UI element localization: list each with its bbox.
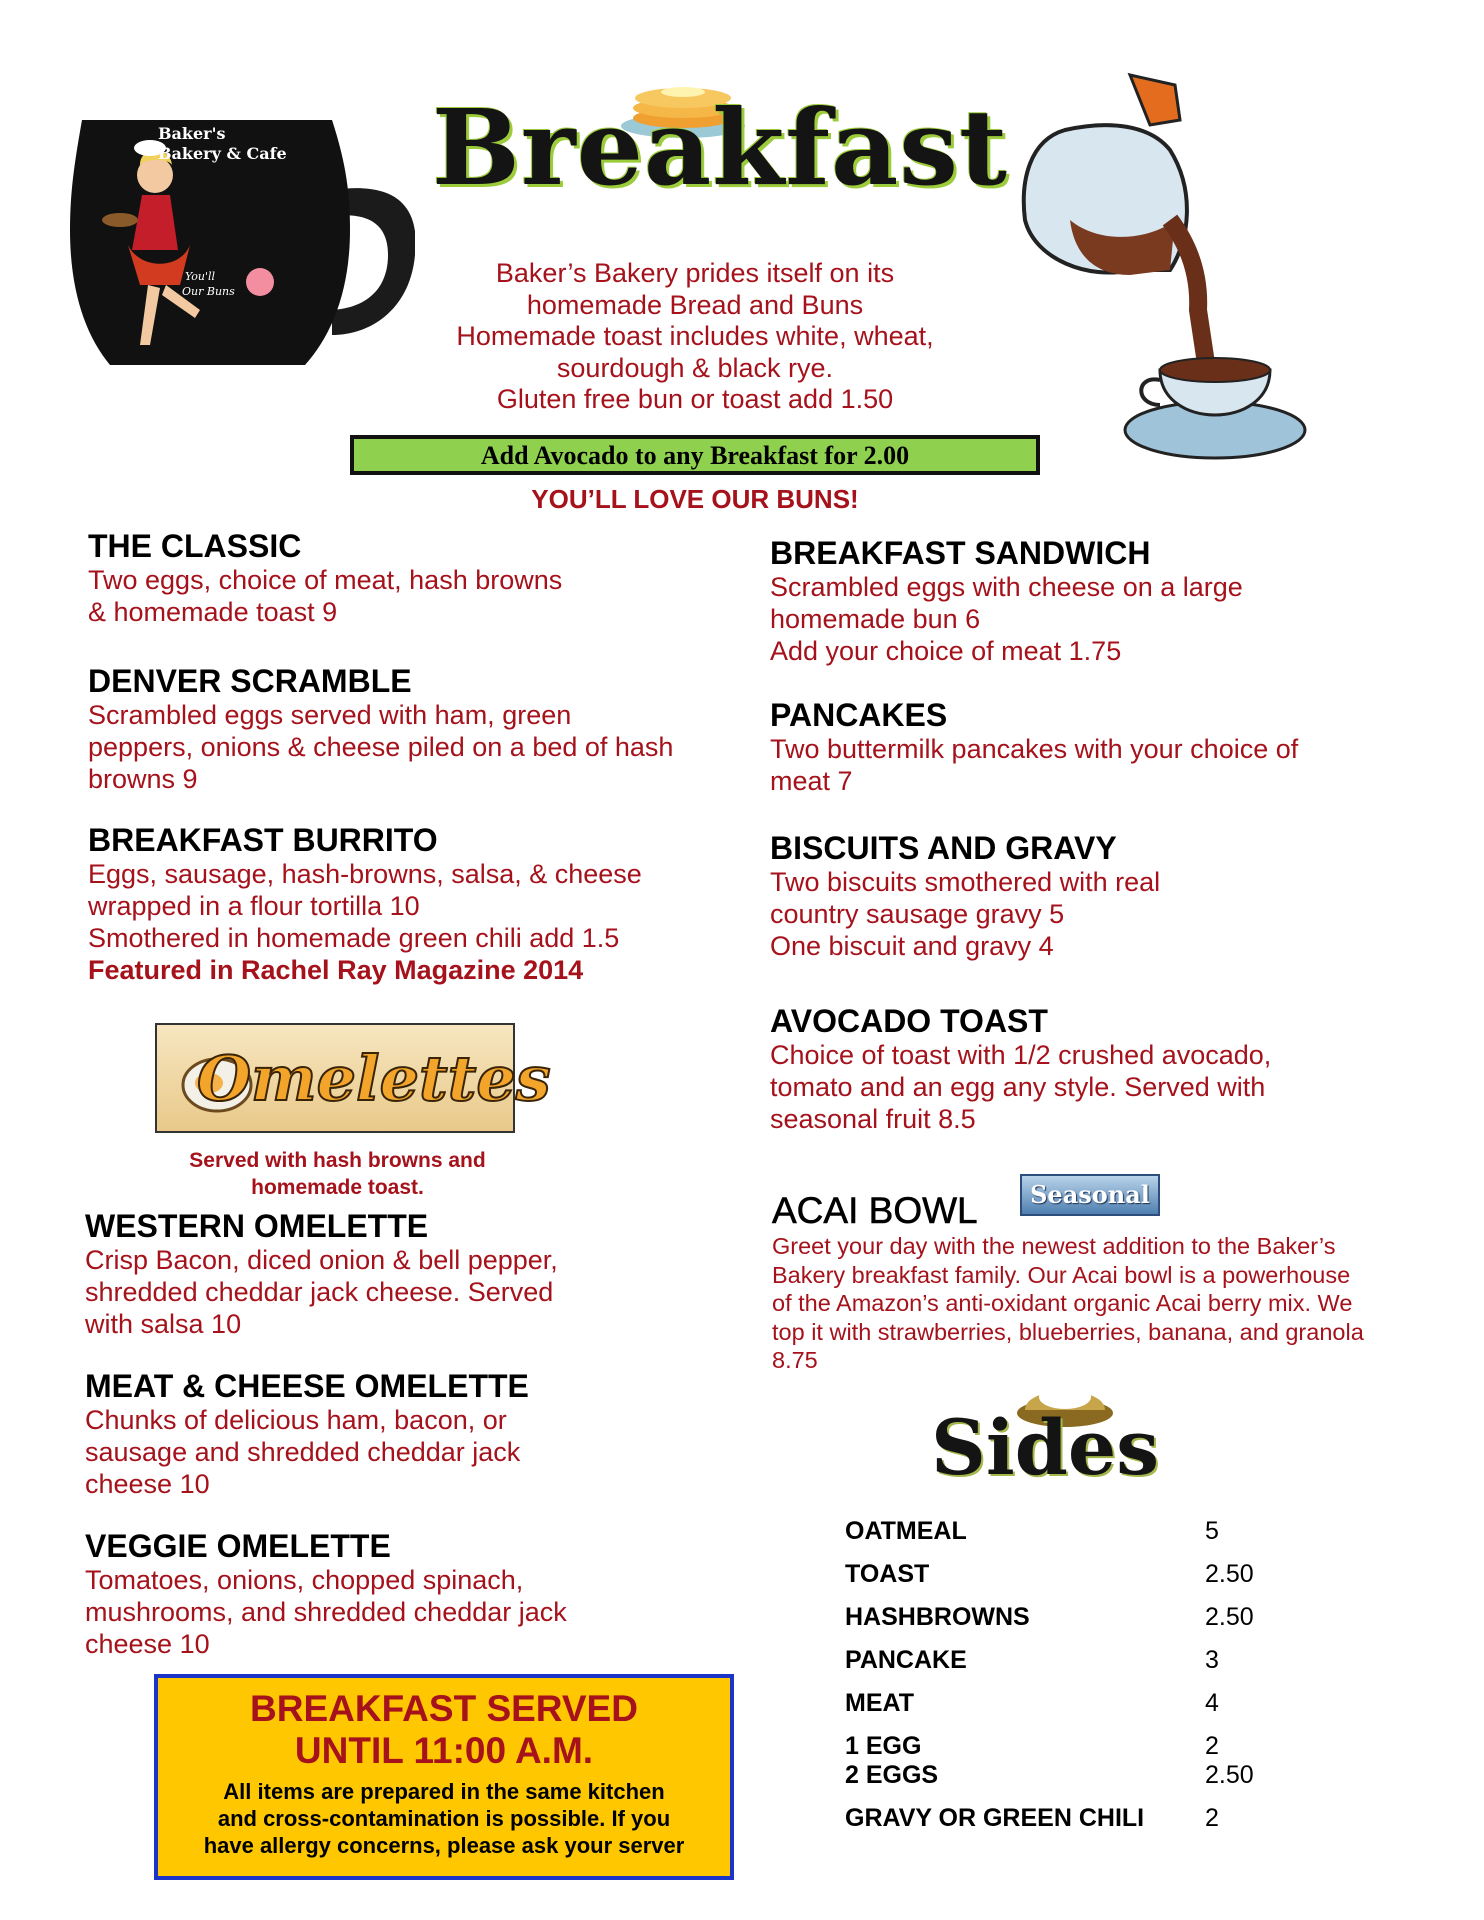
item-biscuits-gravy [770,830,1410,962]
item-desc-line: with salsa 10 [85,1309,242,1339]
page-title: Breakfast [432,86,1009,209]
side-name: MEAT [845,1689,914,1717]
item-desc-line: 8.75 [772,1347,818,1373]
item-desc-line: Two buttermilk pancakes with your choice of [770,734,1299,764]
item-desc-line: Smothered in homemade green chili add 1.5 [88,923,620,953]
omelettes-heading: Omelettes [197,1042,551,1115]
item-desc-line: Bakery breakfast family. Our Acai bowl is a powerhouse [772,1261,1351,1288]
logo-name-line1: Baker's [158,124,226,143]
sides-row [845,1517,1265,1546]
item-breakfast-sandwich [770,535,1410,667]
item-desc-line: Chunks of delicious ham, bacon, or [85,1405,507,1435]
sides-row [845,1646,1265,1675]
item-desc-line: Greet your day with the newest addition to the Baker’s [772,1233,1336,1259]
item-desc-line: & homemade toast 9 [88,597,338,627]
item-western-omelette [85,1208,725,1340]
avocado-banner-text: Add Avocado to any Breakfast for 2.00 [480,441,910,470]
sides-row [845,1603,1265,1632]
side-name: 2 EGGS [845,1761,939,1789]
item-title: BREAKFAST SANDWICH [770,535,1151,571]
featured-note: Featured in Rachel Ray Magazine 2014 [88,955,584,985]
item-desc-line: Eggs, sausage, hash-browns, salsa, & cheese [88,859,642,889]
item-meat-cheese-omelette [85,1368,725,1500]
side-name: OATMEAL [845,1517,967,1545]
sides-row [845,1689,1265,1718]
item-title: VEGGIE OMELETTE [85,1528,391,1564]
side-price: 2.50 [1205,1560,1254,1588]
item-acai-bowl [772,1190,1462,1375]
sides-row [845,1560,1265,1589]
item-pancakes [770,697,1430,797]
sides-row [845,1761,1265,1790]
item-desc-line: Crisp Bacon, diced onion & bell pepper, [85,1245,558,1275]
logo-tagline-1: You'll [185,270,216,283]
item-desc-line: cheese 10 [85,1469,210,1499]
item-title: MEAT & CHEESE OMELETTE [85,1368,529,1404]
item-title: ACAI BOWL [772,1190,978,1231]
bakery-logo [70,120,415,365]
hours-line-2: UNTIL 11:00 A.M. [294,1730,594,1771]
side-price: 2.50 [1205,1603,1254,1631]
item-desc-line: Add your choice of meat 1.75 [770,636,1122,666]
item-the-classic [88,528,728,628]
logo-name-line2: Bakery & Cafe [158,144,287,163]
item-desc-line: cheese 10 [85,1629,210,1659]
item-title: PANCAKES [770,697,948,733]
item-desc-line: of the Amazon’s anti-oxidant organic Acai berry mix. We [772,1290,1353,1316]
side-name: GRAVY OR GREEN CHILI [845,1804,1145,1832]
sides-row [845,1732,1265,1761]
item-desc-line: Choice of toast with 1/2 crushed avocado, [770,1040,1272,1070]
allergy-note-line: have allergy concerns, please ask your server [203,1833,685,1858]
item-desc-line: mushrooms, and shredded cheddar jack [85,1597,567,1627]
item-desc-line: Two biscuits smothered with real [770,867,1161,897]
side-price: 2 [1205,1732,1219,1760]
side-price: 4 [1205,1689,1219,1717]
side-price: 5 [1205,1517,1219,1545]
logo-tagline-2: Our Buns [182,285,235,298]
seasonal-badge-label: Seasonal [1030,1180,1150,1209]
omelettes-note-line: homemade toast. [251,1176,424,1199]
item-desc-line: meat 7 [770,766,853,796]
item-title: BREAKFAST BURRITO [88,822,438,858]
intro-text [400,258,990,416]
side-price: 2 [1205,1804,1219,1832]
side-name: 1 EGG [845,1732,922,1760]
allergy-note-line: All items are prepared in the same kitchen [223,1779,665,1804]
item-desc-line: tomato and an egg any style. Served with [770,1072,1266,1102]
item-desc-line: peppers, onions & cheese piled on a bed of hash [88,732,674,762]
intro-line: Homemade toast includes white, wheat, [456,321,934,351]
slogan: YOU’LL LOVE OUR BUNS! [531,484,859,514]
item-desc-line: Scrambled eggs served with ham, green [88,700,572,730]
item-title: DENVER SCRAMBLE [88,663,412,699]
item-desc-line: homemade bun 6 [770,604,981,634]
item-desc-line: browns 9 [88,764,198,794]
hours-line-1: BREAKFAST SERVED [250,1688,638,1729]
item-avocado-toast [770,1003,1410,1135]
breakfast-hours-box [154,1674,734,1880]
item-desc-line: sausage and shredded cheddar jack [85,1437,521,1467]
intro-line: sourdough & black rye. [556,352,834,383]
side-price: 3 [1205,1646,1219,1674]
item-desc-line: seasonal fruit 8.5 [770,1104,976,1134]
item-title: BISCUITS AND GRAVY [770,830,1117,866]
item-desc-line: country sausage gravy 5 [770,899,1065,929]
side-name: HASHBROWNS [845,1603,1030,1631]
intro-line: Gluten free bun or toast add 1.50 [496,384,894,414]
coffee-pot-illustration [1010,70,1410,470]
allergy-note [158,1778,730,1859]
intro-line: homemade Bread and Buns [526,289,864,320]
omelettes-note-line: Served with hash browns and [189,1149,486,1172]
sides-row [845,1804,1265,1833]
avocado-banner [350,435,1040,475]
allergy-note-line: and cross-contamination is possible. If you [217,1806,671,1831]
sides-heading: Sides [930,1403,1160,1492]
item-title: AVOCADO TOAST [770,1003,1048,1039]
item-denver-scramble [88,663,748,795]
item-veggie-omelette [85,1528,725,1660]
item-desc-line: Scrambled eggs with cheese on a large [770,572,1243,602]
item-desc-line: top it with strawberries, blueberries, banana, and granola [772,1318,1364,1345]
omelettes-banner [155,1023,551,1133]
item-title: THE CLASSIC [88,528,302,564]
item-desc-line: Two eggs, choice of meat, hash browns [88,565,563,595]
seasonal-badge [1020,1174,1160,1216]
item-desc-line: Tomatoes, onions, chopped spinach, [85,1565,524,1595]
item-desc-line: shredded cheddar jack cheese. Served [85,1277,554,1307]
intro-line: Baker’s Bakery prides itself on its [495,258,895,288]
omelettes-note [140,1147,535,1201]
item-title: WESTERN OMELETTE [85,1208,429,1244]
side-price: 2.50 [1205,1761,1254,1789]
side-name: TOAST [845,1560,930,1588]
side-name: PANCAKE [845,1646,967,1674]
item-breakfast-burrito [88,822,748,986]
item-desc-line: One biscuit and gravy 4 [770,931,1054,961]
item-desc-line: wrapped in a flour tortilla 10 [88,891,420,921]
